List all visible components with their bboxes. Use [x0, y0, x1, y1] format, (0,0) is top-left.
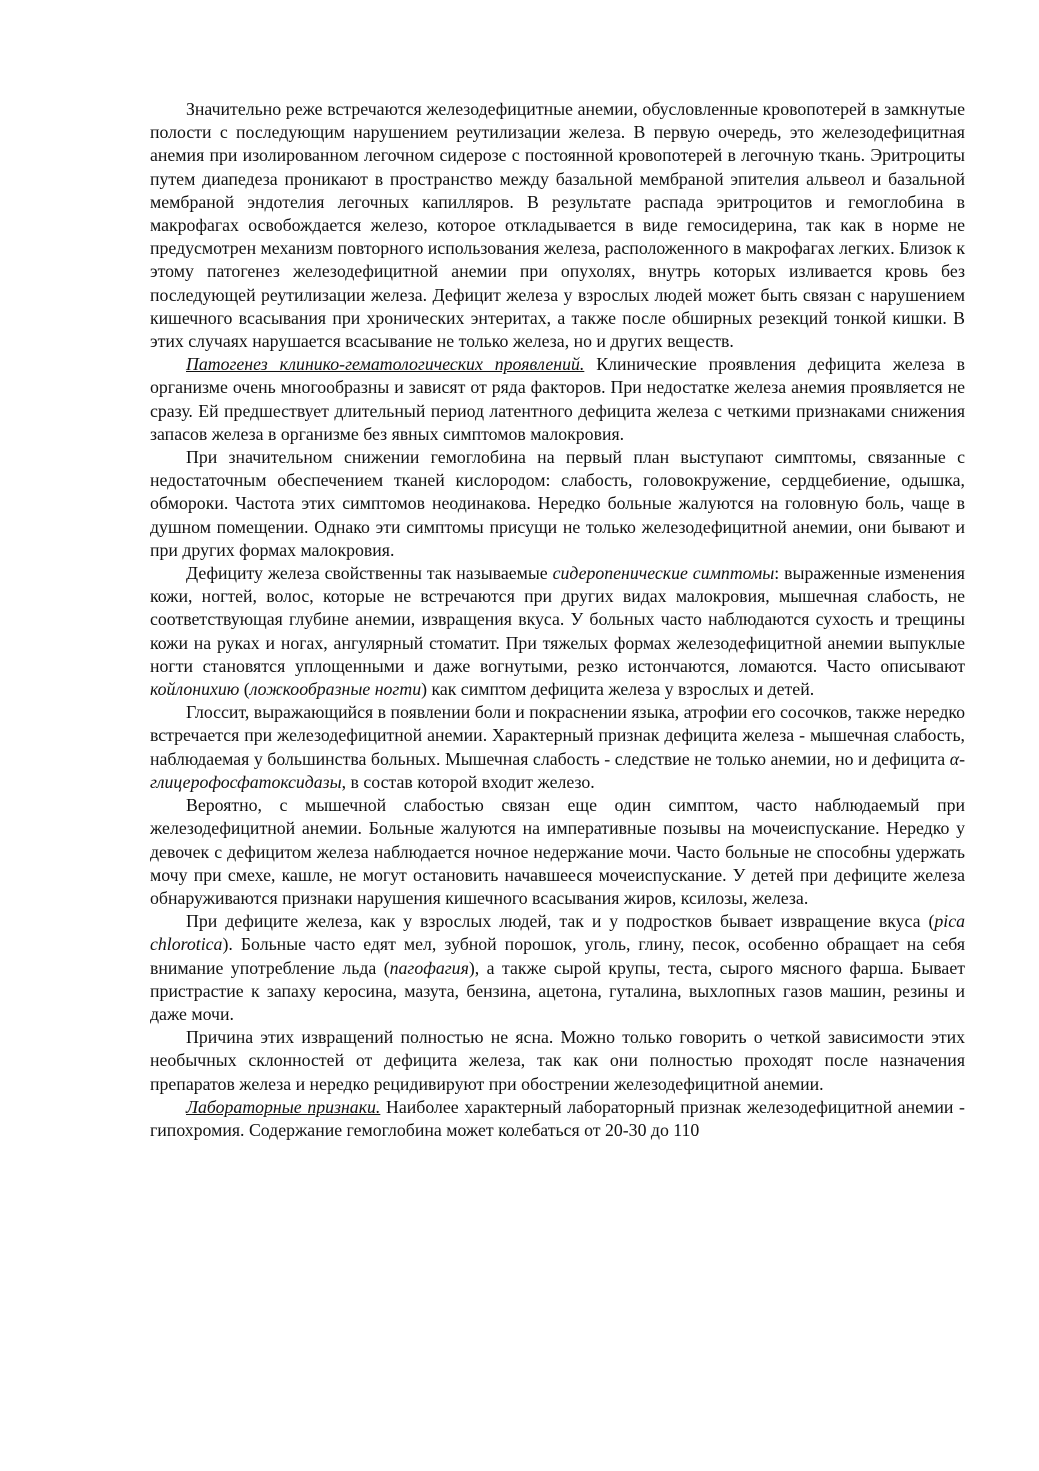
text-run: Клинические проявления дефицита железа в организме очень многообразны и зависят от ряда факторов. При недостатке железа анемия проявляется не сразу. Ей предшествует длительный период латентного дефицита железа с четкими признаками снижения запасов железа в организме без явных симптомов малокровия. [150, 354, 965, 444]
text-run: : выраженные изменения кожи, ногтей, волос, которые не встречаются при других видах малокровия, мышечная слабость, не соответствующая глубине анемии, извращения вкуса. У больных часто наблюдаются сухость и трещины кожи на руках и ногах, ангулярный стоматит. При тяжелых формах железодефицитной анемии выпуклые ногти становятся уплощенными и даже вогнутыми, резко истончаются, ломаются. Часто описывают [150, 563, 965, 676]
italic-term: пагофагия [389, 957, 469, 978]
paragraph-8 [150, 1026, 965, 1096]
italic-term: сидеропенические симптомы [552, 563, 775, 584]
paragraph-4 [150, 562, 965, 701]
text-run: ), а также сырой крупы, теста, сырого мясного фарша. Бывает пристрастие к запаху керосина, мазута, бензина, ацетона, гуталина, выхлопных газов машин, резины и даже мочи. [150, 957, 965, 1024]
section-heading-pathogenesis: Патогенез клинико-гематологических проявлений. [186, 354, 585, 375]
text-run: , в состав которой входит железо. [341, 771, 595, 792]
text-run: Дефициту железа свойственны так называемые [186, 563, 553, 584]
paragraph-6 [150, 794, 965, 910]
text-run: Значительно реже встречаются железодефицитные анемии, обусловленные кровопотерей в замкнутые полости с последующим нарушением реутилизации железа. В первую очередь, это железодефицитная анемия при изолированном легочном сидерозе с постоянной кровопотерей в легочную ткань. Эритроциты путем диапедеза проникают в пространство между базальной мембраной эпителия альвеол и базальной мембраной эндотелия легочных капилляров. В результате распада эритроцитов и гемоглобина в макрофагах освобождается железо, которое откладывается в виде гемосидерина, так как в норме не предусмотрен механизм повторного использования железа, расположенного в макрофагах легких. Близок к этому патогенез железодефицитной анемии при опухолях, внутрь которых изливается кровь без последующей реутилизации железа. Дефицит железа у взрослых людей может быть связан с нарушением кишечного всасывания при хронических энтеритах, а также после обширных резекций тонкой кишки. В этих случаях нарушается всасывание не только железа, но и других веществ. [150, 99, 965, 352]
italic-term: pica chlorotica [150, 911, 965, 955]
text-run: При дефиците железа, как у взрослых людей, так и у подростков бывает извращение вкуса ( [186, 911, 935, 932]
italic-term: койлонихию [150, 679, 240, 700]
text-run: ) как симптом дефицита железа у взрослых и детей. [421, 679, 815, 700]
paragraph-2 [150, 353, 965, 446]
text-run: Глоссит, выражающийся в появлении боли и покраснении языка, атрофии его сосочков, также нередко встречается при железодефицитной анемии. Характерный признак дефицита железа - мышечная слабость, наблюдаемая у большинства больных. Мышечная слабость - следствие не только анемии, но и дефицита [150, 702, 965, 769]
paragraph-5 [150, 701, 965, 794]
paragraph-3 [150, 446, 965, 562]
text-run: ). Больные часто едят мел, зубной порошок, уголь, глину, песок, особенно обращает на себя внимание употребление льда ( [150, 934, 965, 978]
text-run: ( [239, 679, 250, 700]
paragraph-1 [150, 98, 965, 353]
text-run: Наиболее характерный лабораторный признак железодефицитной анемии - гипохромия. Содержание гемоглобина может колебаться от 20-30 до 110 [150, 1096, 965, 1140]
italic-term: ложкообразные ногти [249, 679, 422, 700]
document-page [150, 98, 965, 1142]
text-run: Причина этих извращений полностью не ясна. Можно только говорить о четкой зависимости этих необычных склонностей от дефицита железа, так как они полностью проходят после назначения препаратов железа и нередко рецидивируют при обострении железодефицитной анемии. [150, 1027, 965, 1094]
text-run: Вероятно, с мышечной слабостью связан еще один симптом, часто наблюдаемый при железодефицитной анемии. Больные жалуются на императивные позывы на мочеиспускание. Нередко у девочек с дефицитом железа наблюдается ночное недержание мочи. Часто больные не способны удержать мочу при смехе, кашле, не могут остановить начавшееся мочеиспускание. У детей при дефиците железа обнаруживаются признаки нарушения кишечного всасывания жиров, ксилозы, железа. [150, 795, 965, 908]
section-heading-lab-signs: Лабораторные признаки. [186, 1096, 381, 1117]
italic-term: α-глицерофосфатоксидазы [150, 748, 965, 792]
text-run: При значительном снижении гемоглобина на первый план выступают симптомы, связанные с недостаточным обеспечением тканей кислородом: слабость, головокружение, сердцебиение, одышка, обмороки. Частота этих симптомов неодинакова. Нередко больные жалуются на головную боль, чаще в душном помещении. Однако эти симптомы присущи не только железодефицитной анемии, они бывают и при других формах малокровия. [150, 447, 965, 560]
paragraph-9 [150, 1096, 965, 1142]
paragraph-7 [150, 910, 965, 1026]
